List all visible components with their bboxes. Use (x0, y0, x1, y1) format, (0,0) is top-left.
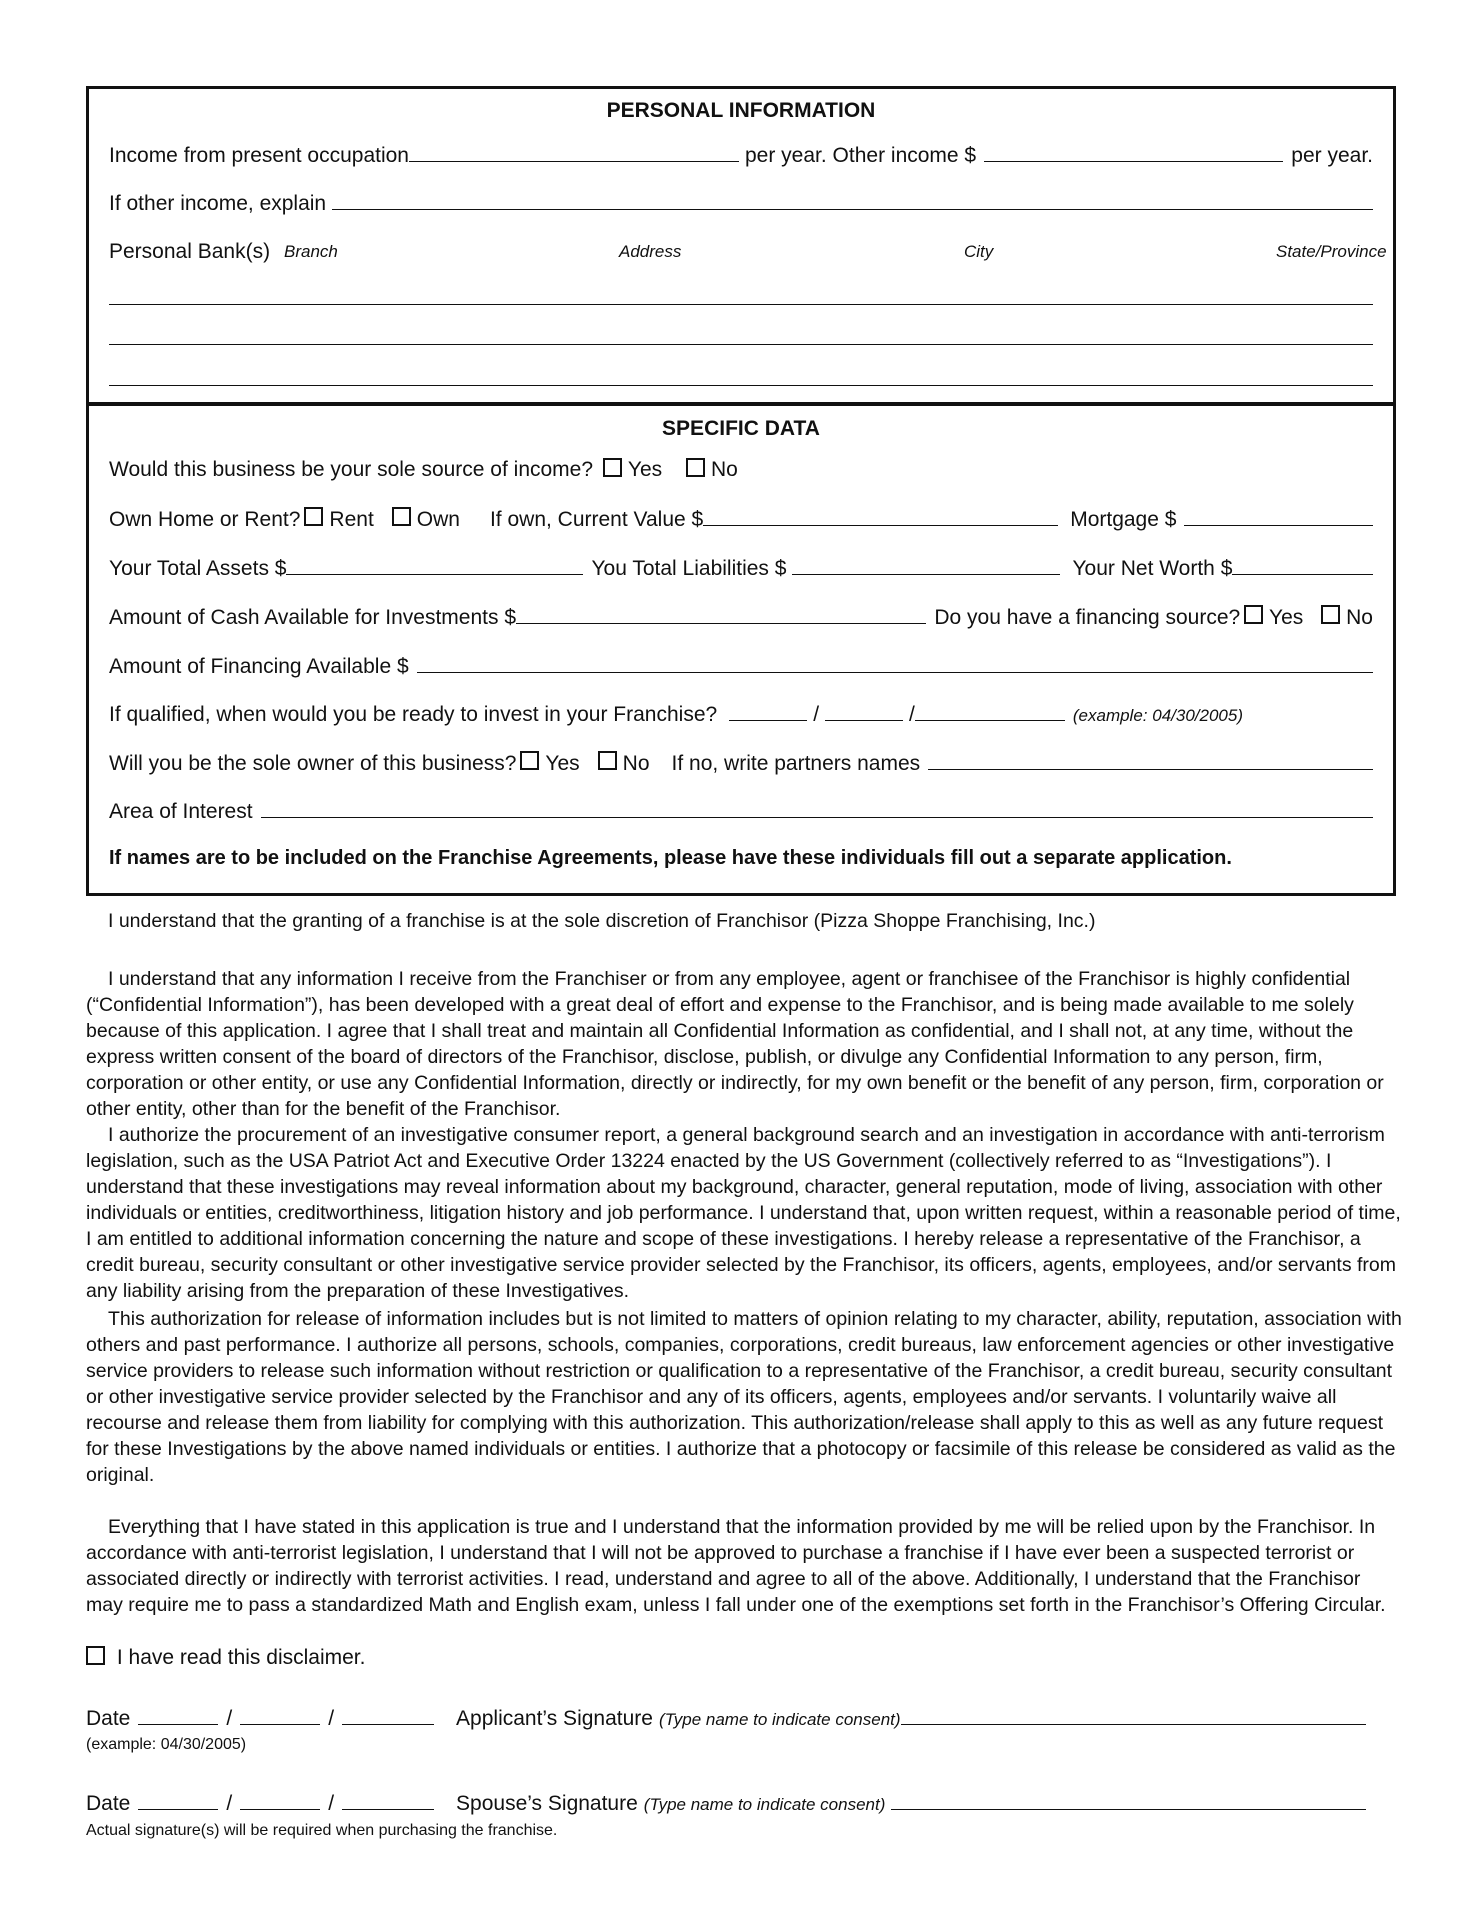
area-interest-label: Area of Interest (109, 800, 253, 823)
total-assets-label: Your Total Assets $ (109, 557, 287, 580)
col-branch: Branch (284, 242, 338, 261)
spouse-date-year[interactable] (342, 1787, 434, 1810)
yes-label: Yes (627, 458, 663, 481)
partners-field[interactable] (928, 747, 1373, 770)
bank-line-3[interactable] (109, 385, 1373, 386)
date-label: Date (86, 1707, 131, 1730)
total-liabilities-label: You Total Liabilities $ (591, 557, 787, 580)
current-value-field[interactable] (703, 503, 1058, 526)
ready-day-field[interactable] (825, 698, 903, 721)
other-income-field[interactable] (984, 139, 1283, 162)
ready-invest-row (109, 698, 1373, 728)
income-label: Income from present occupation (109, 144, 409, 167)
total-liabilities-field[interactable] (792, 552, 1060, 575)
investigation-paragraph: I authorize the procurement of an investigative consumer report, a general background search and an investigation in accordance with anti-terrorism legislation, such as the USA Patriot Act and Executive Order 13224 enacted by the US Government (collectively referred to as “Investigations”). I understand that these investigations may reveal information about my background, character, general reputation, mode of living, association with other individuals or entities, creditworthiness, litigation history and job performance. I understand that, upon written request, within a reasonable period of time, I am entitled to additional information concerning the nature and scope of these investigations. I hereby release a representative of the Franchisor, a credit bureau, security consultant or other investigative service provider selected by the Franchisor, its officers, agents, employees, and/or servants from any liability arising from the preparation of these Investigatives. (86, 1124, 1401, 1302)
income-field[interactable] (409, 139, 739, 162)
confidentiality-paragraph: I understand that any information I receive from the Franchiser or from any employee, agent or franchisee of the Franchisor is highly confidential (“Confidential Information”), has been developed with a great deal of effort and expense to the Franchisor, and is being made available to me solely because of this application. I agree that I shall treat and maintain all Confidential Information as confidential, and I shall not, at any time, without the express written consent of the board of directors of the Franchisor, disclose, publish, or divulge any Confidential Information to any person, firm, corporation or other entity, or use any Confidential Information, directly or indirectly, for my own benefit or the benefit of any person, firm, corporation or other entity, other than for the benefit of the Franchisor. (86, 968, 1384, 1120)
partners-label: If no, write partners names (671, 752, 921, 775)
spouse-signature-label: Spouse’s Signature (456, 1792, 638, 1815)
disclaimer-row (86, 1643, 365, 1673)
signature-date-example: (example: 04/30/2005) (86, 1736, 247, 1753)
cash-row (109, 601, 1373, 631)
applicant-date-day[interactable] (240, 1702, 320, 1725)
rent-checkbox[interactable] (304, 507, 323, 526)
cash-available-label: Amount of Cash Available for Investments $ (109, 606, 516, 629)
applicant-signature-row (86, 1702, 1366, 1732)
authorization-paragraph: This authorization for release of information includes but is not limited to matters of opinion relating to my character, ability, reputation, association with others and past performance. I authorize all persons, schools, companies, corporations, credit bureaus, law enforcement agencies or other investigative service providers to release such information without restriction or qualification to a representative of the Franchisor, a credit bureau, security consultant or other investigative service provider selected by the Franchisor and any of its officers, agents, employees and/or servants. I voluntarily waive all recourse and release them from liability for complying with this authorization. This authorization/release shall apply to this as well as any future request for these Investigations by the above named individuals or entities. I authorize that a photocopy or facsimile of this release be considered as valid as the original. (86, 1308, 1402, 1486)
no-label: No (622, 752, 650, 775)
rent-label: Rent (329, 508, 374, 531)
col-city: City (964, 242, 994, 261)
specific-data-section (86, 402, 1396, 896)
sole-income-no-checkbox[interactable] (686, 458, 705, 477)
mortgage-label: Mortgage $ (1070, 508, 1177, 531)
truthfulness-paragraph: Everything that I have stated in this application is true and I understand that the information provided by me will be relied upon by the Franchisor. In accordance with anti-terrorist legislation, I understand that I will not be approved to purchase a franchise if I have ever been a suspected terrorist or associated directly or indirectly with terrorist activities. I read, understand and agree to all of the above. Additionally, I understand that the Franchisor may require me to pass a standardized Math and English exam, unless I fall under one of the exemptions set forth in the Franchisor’s Offering Circular. (86, 1516, 1386, 1616)
income-row (109, 139, 1373, 169)
other-income-explain-field[interactable] (332, 187, 1373, 210)
spouse-date-day[interactable] (240, 1787, 320, 1810)
per-year-label: per year. (1291, 144, 1373, 167)
banks-header-row (109, 237, 1387, 267)
date-slash: / (813, 703, 820, 726)
no-label: No (711, 458, 738, 481)
area-interest-row (109, 795, 1373, 825)
financing-available-label: Amount of Financing Available $ (109, 655, 409, 678)
date-slash: / (328, 1707, 335, 1730)
applicant-signature-label: Applicant’s Signature (456, 1707, 653, 1730)
date-example: (example: 04/30/2005) (1072, 706, 1243, 725)
financing-yes-checkbox[interactable] (1244, 605, 1263, 624)
financing-available-row (109, 650, 1373, 680)
col-address: Address (619, 242, 682, 261)
ready-invest-question: If qualified, when would you be ready to invest in your Franchise? (109, 703, 718, 726)
financing-available-field[interactable] (417, 650, 1373, 673)
date-slash: / (226, 1707, 233, 1730)
actual-signature-note: Actual signature(s) will be required when purchasing the franchise. (86, 1822, 558, 1839)
no-label: No (1346, 606, 1373, 629)
net-worth-label: Your Net Worth $ (1072, 557, 1233, 580)
spouse-date-month[interactable] (138, 1787, 218, 1810)
own-checkbox[interactable] (392, 507, 411, 526)
sole-owner-row (109, 747, 1373, 777)
sole-owner-no-checkbox[interactable] (598, 751, 617, 770)
spouse-signature-row (86, 1787, 1366, 1817)
personal-banks-label: Personal Bank(s) (109, 240, 271, 263)
cash-available-field[interactable] (516, 601, 926, 624)
applicant-date-month[interactable] (138, 1702, 218, 1725)
bank-line-1[interactable] (109, 304, 1373, 305)
other-income-explain-label: If other income, explain (109, 192, 327, 215)
franchise-discretion-paragraph: I understand that the granting of a franchise is at the sole discretion of Franchisor (Pizza Shoppe Franchising, Inc.) (108, 910, 1096, 932)
mortgage-field[interactable] (1184, 503, 1373, 526)
spouse-signature-field[interactable] (891, 1787, 1366, 1810)
applicant-date-year[interactable] (342, 1702, 434, 1725)
ready-year-field[interactable] (915, 698, 1065, 721)
specific-data-title: SPECIFIC DATA (662, 417, 820, 440)
date-slash: / (328, 1792, 335, 1815)
yes-label: Yes (545, 752, 580, 775)
area-interest-field[interactable] (261, 795, 1373, 818)
date-label: Date (86, 1792, 131, 1815)
other-income-label: per year. Other income $ (745, 144, 977, 167)
bank-line-2[interactable] (109, 344, 1373, 345)
net-worth-field[interactable] (1232, 552, 1373, 575)
own-label: Own (416, 508, 460, 531)
disclaimer-label: I have read this disclaimer. (116, 1646, 366, 1669)
personal-information-section (86, 86, 1396, 406)
sole-income-yes-checkbox[interactable] (603, 458, 622, 477)
spouse-consent-note: (Type name to indicate consent) (643, 1795, 886, 1814)
sole-owner-question: Will you be the sole owner of this business? (109, 752, 517, 775)
applicant-consent-note: (Type name to indicate consent) (658, 1710, 901, 1729)
other-income-row (109, 187, 1373, 217)
applicant-signature-field[interactable] (901, 1702, 1366, 1725)
sole-owner-yes-checkbox[interactable] (520, 751, 539, 770)
col-state-province: State/Province (1276, 242, 1387, 261)
own-home-question: Own Home or Rent? (109, 508, 301, 531)
date-slash: / (226, 1792, 233, 1815)
date-slash: / (909, 703, 915, 726)
sole-income-row (109, 455, 1373, 485)
sole-income-question: Would this business be your sole source of income? (109, 458, 594, 481)
own-home-row (109, 503, 1373, 533)
financing-no-checkbox[interactable] (1321, 605, 1340, 624)
ready-month-field[interactable] (729, 698, 807, 721)
names-note: If names are to be included on the Franchise Agreements, please have these individuals fill out a separate application. (109, 847, 1232, 869)
disclaimer-checkbox[interactable] (86, 1646, 105, 1665)
yes-label: Yes (1269, 606, 1304, 629)
personal-information-title: PERSONAL INFORMATION (606, 99, 876, 122)
total-assets-field[interactable] (286, 552, 583, 575)
financing-source-question: Do you have a financing source? (934, 606, 1241, 629)
current-value-label: If own, Current Value $ (489, 508, 704, 531)
assets-row (109, 552, 1373, 582)
